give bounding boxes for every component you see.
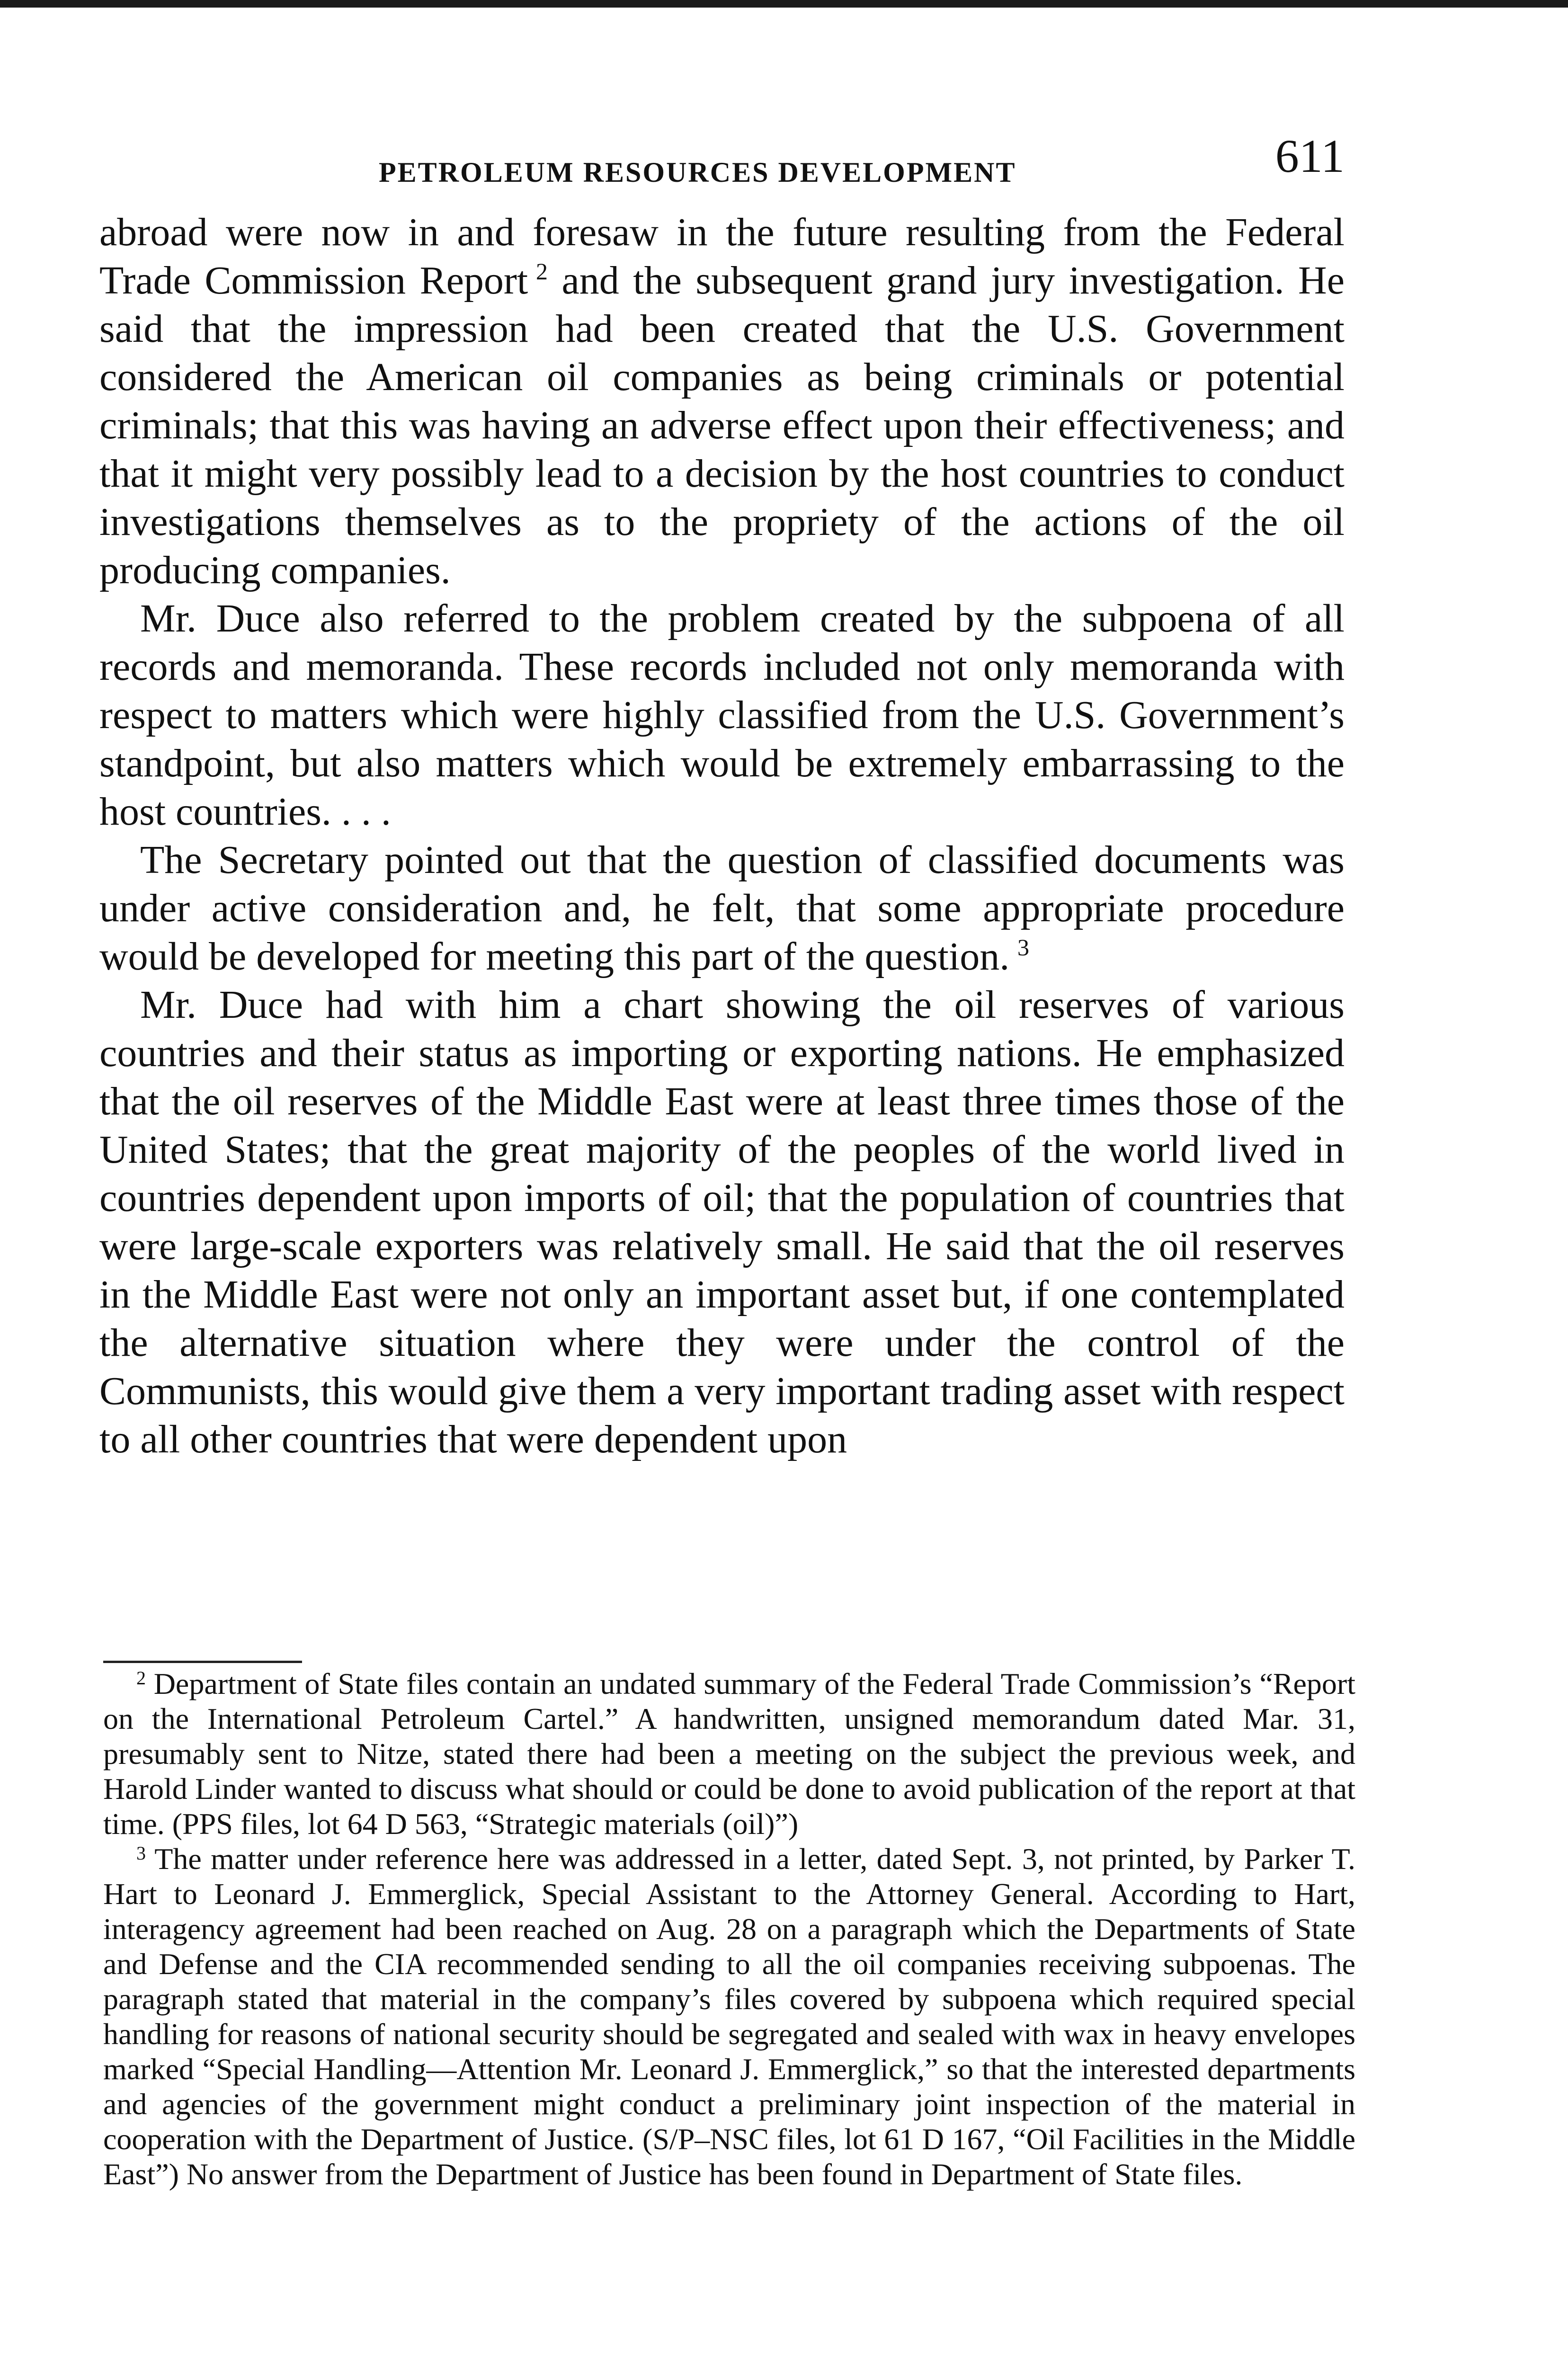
running-head: PETROLEUM RESOURCES DEVELOPMENT bbox=[379, 157, 1016, 188]
main-text bbox=[99, 208, 1345, 1464]
paragraph-1 bbox=[99, 208, 1345, 595]
footnote-2-text: Department of State files contain an undated summary of the Federal Trade Commission’s “Report on the International Petroleum Cartel.” A handwritten, unsigned memorandum dated Mar. 31, presumably sent to Nitze, stated there had been a meeting on the subject the previous week, and Harold Linder wanted to discuss what should or could be done to avoid publication of the report at that time. (PPS files, lot 64 D 563, “Strategic materials (oil)”) bbox=[103, 1667, 1355, 1841]
page-number: 611 bbox=[1275, 130, 1345, 182]
footnote-separator bbox=[103, 1661, 302, 1663]
page-header bbox=[99, 129, 1345, 195]
paragraph-1-text-a: abroad were now in and foresaw in the future resulting from the Federal Trade Commission Report bbox=[99, 210, 1345, 303]
footnote-2-mark: 2 bbox=[136, 1667, 146, 1689]
footnotes bbox=[103, 1666, 1355, 2192]
footnote-ref-3: 3 bbox=[1017, 934, 1030, 961]
footnote-3-text: The matter under reference here was addressed in a letter, dated Sept. 3, not printed, by Parker T. Hart to Leonard J. Emmerglick, Special Assistant to the Attorney General. According to Hart, interagency agreement had been reached on Aug. 28 on a paragraph which the Departments of State and Defense and the CIA recommended sending to all the oil companies receiving subpoenas. The paragraph stated that material in the company’s files covered by subpoena which required special handling for reasons of national security should be segregated and sealed with wax in heavy envelopes marked “Special Handling—Attention Mr. Leonard J. Emmerglick,” so that the interested departments and agencies of the government might conduct a preliminary joint inspection of the material in cooperation with the Department of Justice. (S/P–NSC files, lot 61 D 167, “Oil Facilities in the Middle East”) No answer from the Department of Justice has been found in Department of State files. bbox=[103, 1842, 1355, 2191]
paragraph-4: Mr. Duce had with him a chart showing the oil reserves of various countries and their status as importing or exporting nations. He emphasized that the oil reserves of the Middle East were at least three times those of the United States; that the great majority of the peoples of the world lived in countries dependent upon imports of oil; that the population of countries that were large-scale exporters was relatively small. He said that the oil reserves in the Middle East were not only an important asset but, if one contemplated the alternative situation where they were under the control of the Communists, this would give them a very important trading asset with respect to all other countries that were dependent upon bbox=[99, 983, 1345, 1461]
footnote-3-mark: 3 bbox=[136, 1842, 146, 1864]
footnote-3 bbox=[103, 1842, 1355, 2192]
paragraph-3 bbox=[99, 836, 1345, 981]
paragraph-3-text: The Secretary pointed out that the question of classified documents was under active consideration and, he felt, that some appropriate procedure would be developed for meeting this part of the question. bbox=[99, 838, 1345, 979]
page-top-border bbox=[0, 0, 1568, 8]
paragraph-2: Mr. Duce also referred to the problem created by the subpoena of all records and memoranda. These records included not only memoranda with respect to matters which were highly classified from the U.S. Government’s standpoint, but also matters which would be extremely embarrassing to the host countries. . . . bbox=[99, 596, 1345, 834]
footnote-ref-2: 2 bbox=[536, 258, 548, 285]
paragraph-1-text-b: and the subsequent grand jury investigation. He said that the impression had been created that the U.S. Government considered the American oil companies as being criminals or potential criminals; that this was having an adverse effect upon their effectiveness; and that it might very possibly lead to a decision by the host countries to conduct investigations themselves as to the propriety of the actions of the oil producing companies. bbox=[99, 258, 1345, 592]
footnote-2 bbox=[103, 1666, 1355, 1842]
